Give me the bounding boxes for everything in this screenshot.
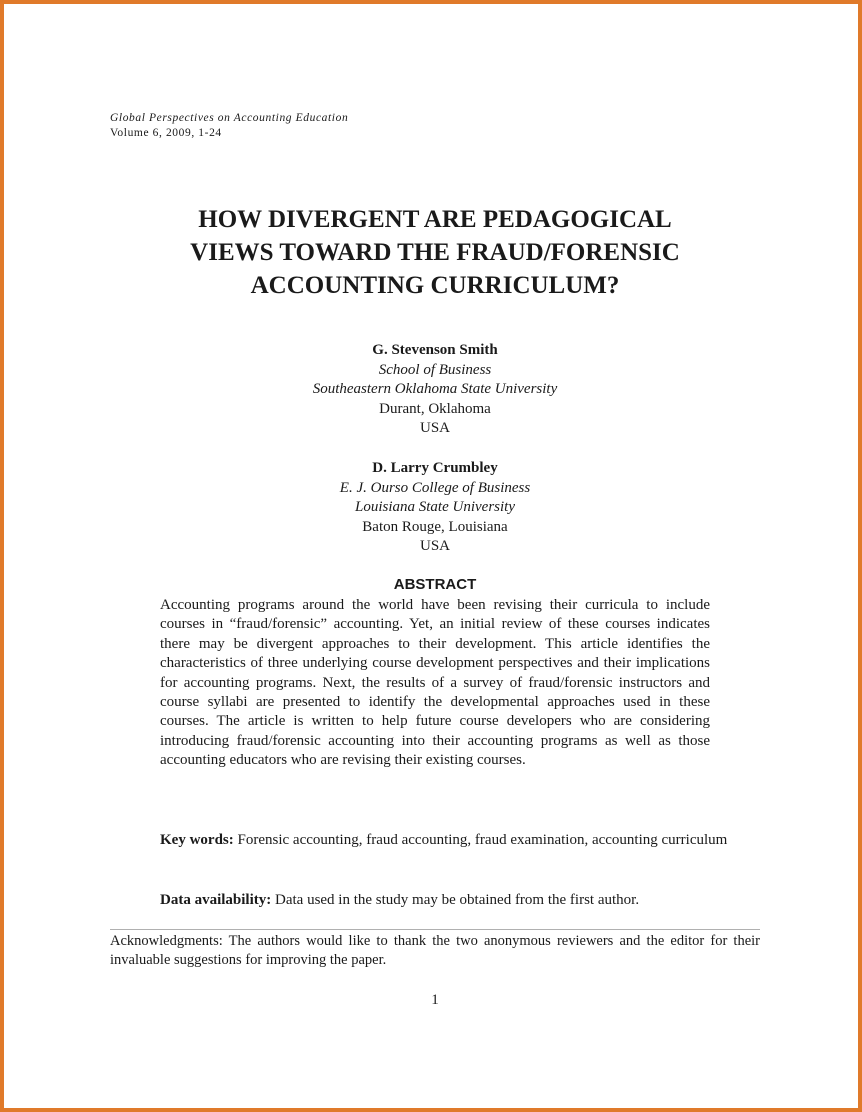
data-availability	[110, 891, 760, 911]
title-line-1: HOW DIVERGENT ARE PEDAGOGICAL	[198, 206, 672, 233]
author-1-city: Durant, Oklahoma	[379, 400, 491, 417]
acknowledgments: Acknowledgments: The authors would like to thank the two anonymous reviewers and the editor for their invaluable suggestions for improving the paper.	[110, 933, 760, 968]
paper-title	[110, 203, 760, 302]
title-line-3: ACCOUNTING CURRICULUM?	[250, 272, 620, 299]
footnote-divider	[110, 929, 760, 930]
author-2-country: USA	[419, 538, 450, 555]
journal-header	[110, 111, 348, 141]
author-2-university: Louisiana State University	[355, 499, 515, 516]
author-1	[110, 341, 760, 439]
author-2-name: D. Larry Crumbley	[372, 460, 498, 476]
abstract-text: Accounting programs around the world have been revising their curricula to include courses in “fraud/forensic” accounting. Yet, an initial review of these courses indicates there may be divergent approaches to their development. This article identifies the characteristics of three underlying course development perspectives and their implications for accounting programs. Next, the results of a survey of fraud/forensic instructors and course syllabi are presented to identify the developmental approaches used in these courses. The article is written to help future course developers who are considering introducing fraud/forensic accounting into their accounting programs as well as those accounting educators who are revising their existing courses.	[160, 597, 710, 769]
author-1-university: Southeastern Oklahoma State University	[312, 381, 558, 398]
keywords-text: Forensic accounting, fraud accounting, fraud examination, accounting curriculum	[237, 832, 728, 848]
data-availability-text: Data used in the study may be obtained from the first author.	[275, 892, 640, 908]
journal-volume: Volume 6, 2009, 1-24	[110, 127, 222, 139]
abstract-heading: ABSTRACT	[393, 576, 477, 593]
keywords-label: Key words:	[160, 832, 234, 848]
keywords	[110, 831, 760, 851]
author-1-school: School of Business	[378, 361, 492, 378]
title-line-2: VIEWS TOWARD THE FRAUD/FORENSIC	[190, 239, 680, 266]
page-number: 1	[431, 992, 439, 1008]
journal-name: Global Perspectives on Accounting Education	[110, 112, 349, 124]
author-1-name: G. Stevenson Smith	[372, 342, 498, 358]
author-1-country: USA	[419, 420, 450, 437]
data-availability-label: Data availability:	[160, 892, 272, 908]
author-2	[110, 459, 760, 557]
author-2-school: E. J. Ourso College of Business	[339, 479, 531, 496]
author-2-city: Baton Rouge, Louisiana	[362, 518, 508, 535]
